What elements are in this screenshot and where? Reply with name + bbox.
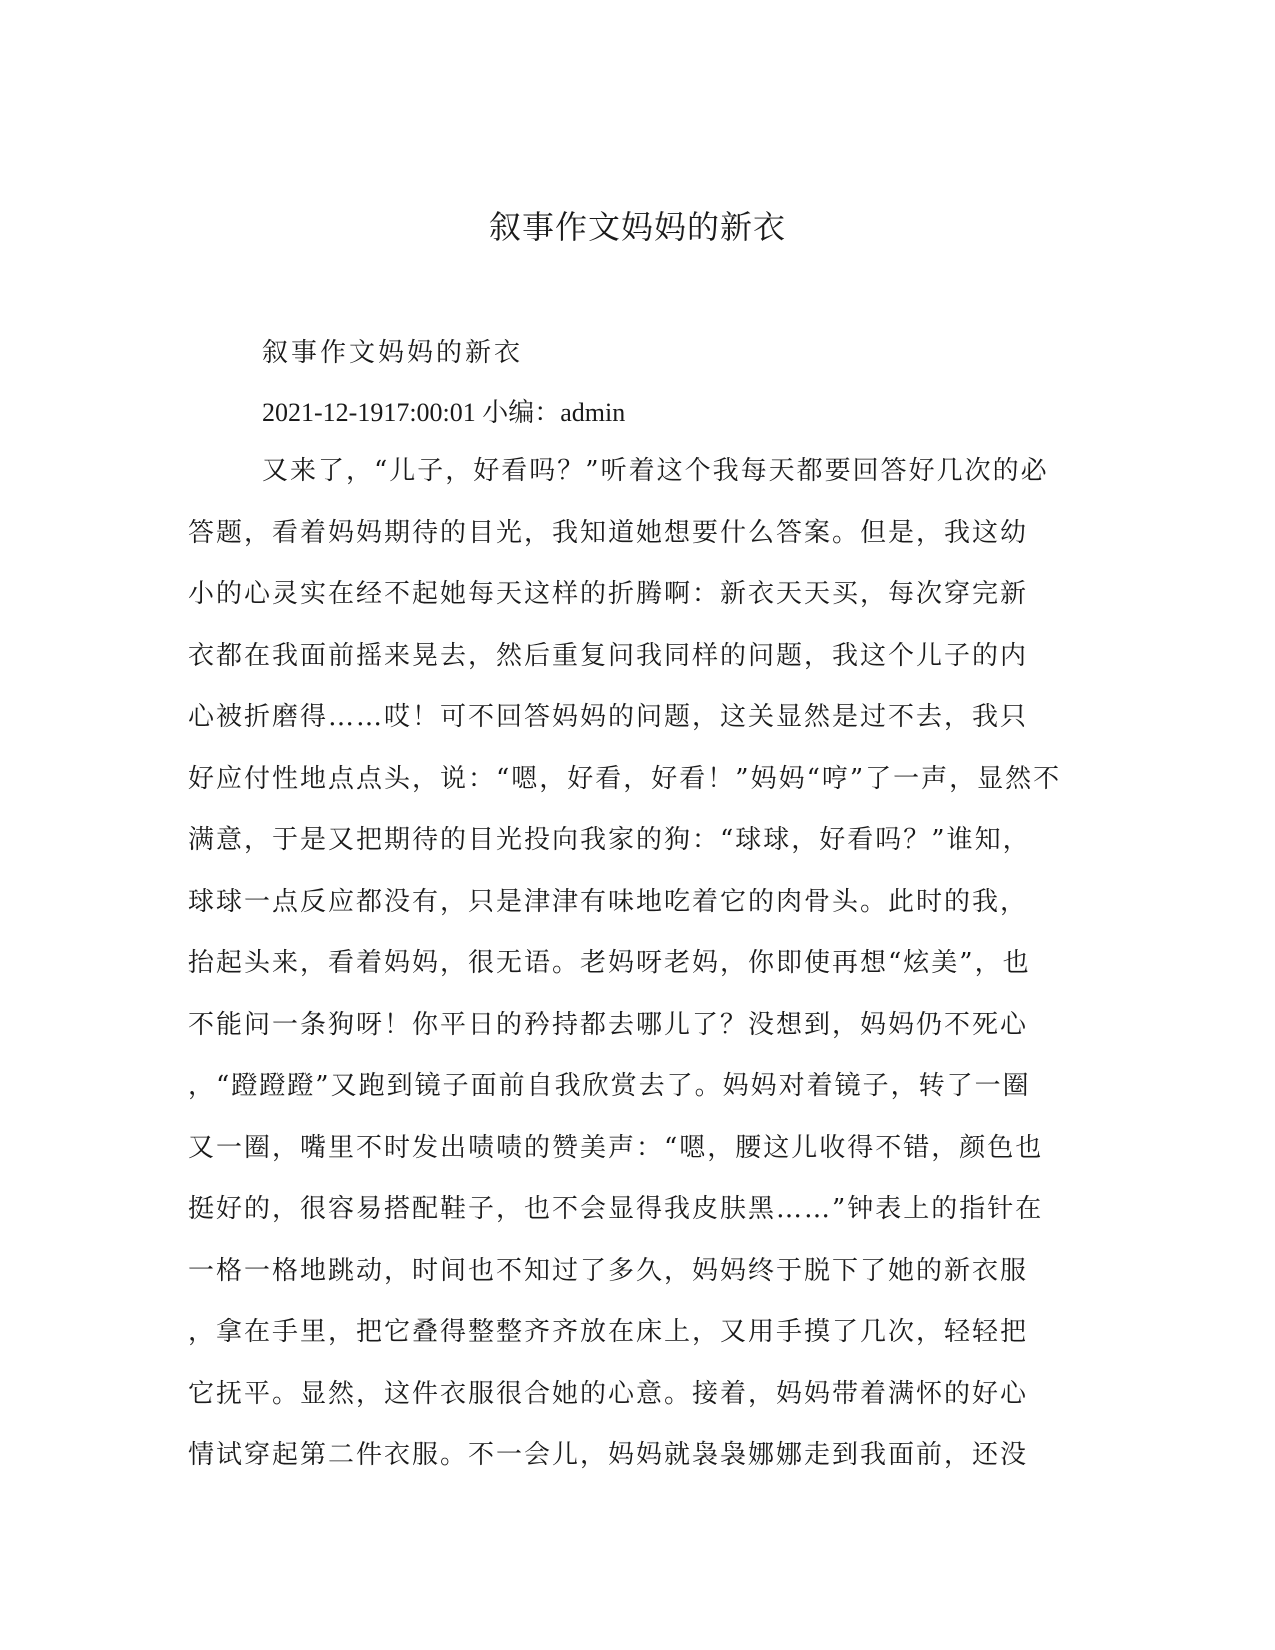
- text-line: 情试穿起第二件衣服。不一会儿，妈妈就袅袅娜娜走到我面前，还没: [188, 1440, 1029, 1470]
- text-line: 满意，于是又把期待的目光投向我家的狗：“球球，好看吗？”谁知，: [188, 825, 1031, 855]
- text-line: ，拿在手里，把它叠得整整齐齐放在床上，又用手摸了几次，轻轻把: [188, 1317, 1029, 1347]
- text-line: 答题，看着妈妈期待的目光，我知道她想要什么答案。但是，我这幼: [188, 517, 1029, 548]
- text-line: 抬起头来，看着妈妈，很无语。老妈呀老妈，你即使再想“炫美”，也: [188, 948, 1031, 978]
- text-line: 球球一点反应都没有，只是津津有味地吃着它的肉骨头。此时的我，: [188, 886, 1029, 917]
- document-meta: 2021-12-1917:00:01 小编：admin: [262, 398, 626, 427]
- text-line: ，“蹬蹬蹬”又跑到镜子面前自我欣赏去了。妈妈对着镜子，转了一圈: [188, 1071, 1031, 1101]
- text-line: 一格一格地跳动，时间也不知过了多久，妈妈终于脱下了她的新衣服: [188, 1255, 1029, 1286]
- text-line: 不能问一条狗呀！你平日的矜持都去哪儿了？没想到，妈妈仍不死心: [188, 1009, 1029, 1040]
- text-line: 又一圈，嘴里不时发出啧啧的赞美声：“嗯，腰这儿收得不错，颜色也: [188, 1132, 1044, 1163]
- document-subtitle: 叙事作文妈妈的新衣: [262, 338, 524, 368]
- body-text: [188, 453, 1088, 1499]
- text-line: 好应付性地点点头，说：“嗯，好看，好看！”妈妈“哼”了一声，显然不: [188, 763, 1062, 794]
- text-line: 挺好的，很容易搭配鞋子，也不会显得我皮肤黑……”钟表上的指针在: [188, 1194, 1044, 1224]
- text-line: 它抚平。显然，这件衣服很合她的心意。接着，妈妈带着满怀的好心: [188, 1378, 1029, 1409]
- text-line: 衣都在我面前摇来晃去，然后重复问我同样的问题，我这个儿子的内: [188, 640, 1029, 671]
- text-line: 心被折磨得……哎！可不回答妈妈的问题，这关显然是过不去，我只: [188, 702, 1029, 732]
- text-line: 小的心灵实在经不起她每天这样的折腾啊：新衣天天买，每次穿完新: [188, 579, 1029, 609]
- text-line: 又来了，“儿子，好看吗？”听着这个我每天都要回答好几次的必: [262, 456, 1049, 486]
- document-title: 叙事作文妈妈的新衣: [488, 208, 786, 246]
